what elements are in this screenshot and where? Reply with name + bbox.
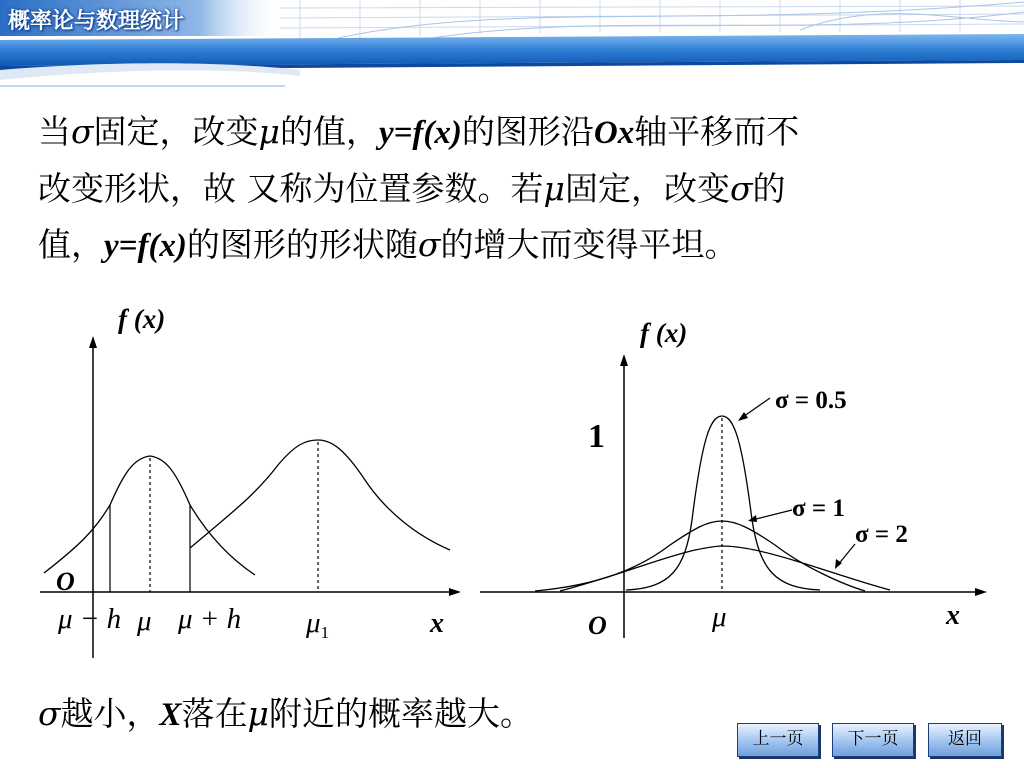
sigma-0-5-label: σ = 0.5 <box>775 387 847 414</box>
prev-page-button[interactable]: 上一页 <box>737 723 819 757</box>
origin-label: O <box>56 567 75 596</box>
text-segment: 的图形沿 <box>461 112 594 151</box>
next-page-button[interactable]: 下一页 <box>832 723 914 757</box>
mu-minus-h-label: μ − h <box>58 603 122 635</box>
mu-symbol: μ <box>543 169 565 208</box>
paragraph-line-3 <box>38 217 998 274</box>
sigma-1-pointer <box>752 510 792 520</box>
text-segment: 的值， <box>279 112 379 151</box>
description-paragraph <box>38 104 998 274</box>
mu-plus-h-label: μ + h <box>178 603 242 635</box>
x-axis-label: x <box>946 600 960 631</box>
random-variable-x: X <box>159 697 182 733</box>
text-segment: 当 <box>38 112 71 151</box>
text-segment: 的 <box>752 169 786 208</box>
sigma-0-5-pointer-head <box>738 412 748 421</box>
text-segment: 附近的概率越大。 <box>269 694 533 733</box>
text-segment: 轴平移而不 <box>634 112 800 151</box>
function-expression: y=f(x) <box>378 115 462 151</box>
x-axis-arrow <box>975 588 987 596</box>
mu-label: μ <box>137 605 152 637</box>
text-segment: 固定，改变 <box>93 112 259 151</box>
y-axis-arrow <box>620 354 628 366</box>
text-segment: 值， <box>38 225 104 264</box>
y-axis-label: f (x) <box>118 304 166 334</box>
back-button[interactable]: 返回 <box>928 723 1002 757</box>
y-axis-label: f (x) <box>640 318 688 348</box>
axis-name: Ox <box>593 115 635 151</box>
left-normal-curve-graph <box>0 290 480 670</box>
conclusion-sentence <box>38 688 533 735</box>
peak-value-label: 1 <box>588 418 605 455</box>
text-segment: 越小， <box>60 694 160 733</box>
paragraph-line-2 <box>38 161 998 217</box>
text-segment: 的图形的形状随 <box>186 225 418 264</box>
density-curve-sigma-2 <box>560 546 890 591</box>
sigma-symbol: σ <box>38 694 61 733</box>
mu-label: μ <box>712 601 727 633</box>
text-segment: 改变形状，故 又称为位置参数。若 <box>38 169 544 208</box>
paragraph-line-1 <box>38 104 998 161</box>
sigma-symbol: σ <box>729 169 753 208</box>
sigma-2-label: σ = 2 <box>855 521 908 548</box>
function-expression: y=f(x) <box>104 228 187 264</box>
origin-label: O <box>588 611 607 640</box>
sigma-symbol: σ <box>71 112 94 151</box>
mu-symbol: μ <box>258 112 280 151</box>
sigma-1-pointer-head <box>748 515 757 522</box>
sigma-symbol: σ <box>417 225 441 264</box>
text-segment: 固定，改变 <box>564 169 730 208</box>
y-axis-arrow <box>89 336 97 348</box>
density-curve-mu1 <box>190 440 450 550</box>
x-axis-label: x <box>430 608 444 639</box>
sigma-1-label: σ = 1 <box>792 495 845 522</box>
density-curve-sigma-0-5 <box>626 416 820 590</box>
right-normal-curve-graph <box>480 300 1000 660</box>
density-curve-mu <box>44 456 255 575</box>
course-title: 概率论与数理统计 <box>8 9 185 34</box>
mu1-label: $\mu_1$ <box>306 607 330 642</box>
mu-symbol: μ <box>247 694 269 733</box>
text-segment: 落在 <box>181 694 248 733</box>
density-curve-sigma-1 <box>535 521 865 591</box>
text-segment: 的增大而变得平坦。 <box>440 225 738 264</box>
x-axis-arrow <box>449 588 461 596</box>
